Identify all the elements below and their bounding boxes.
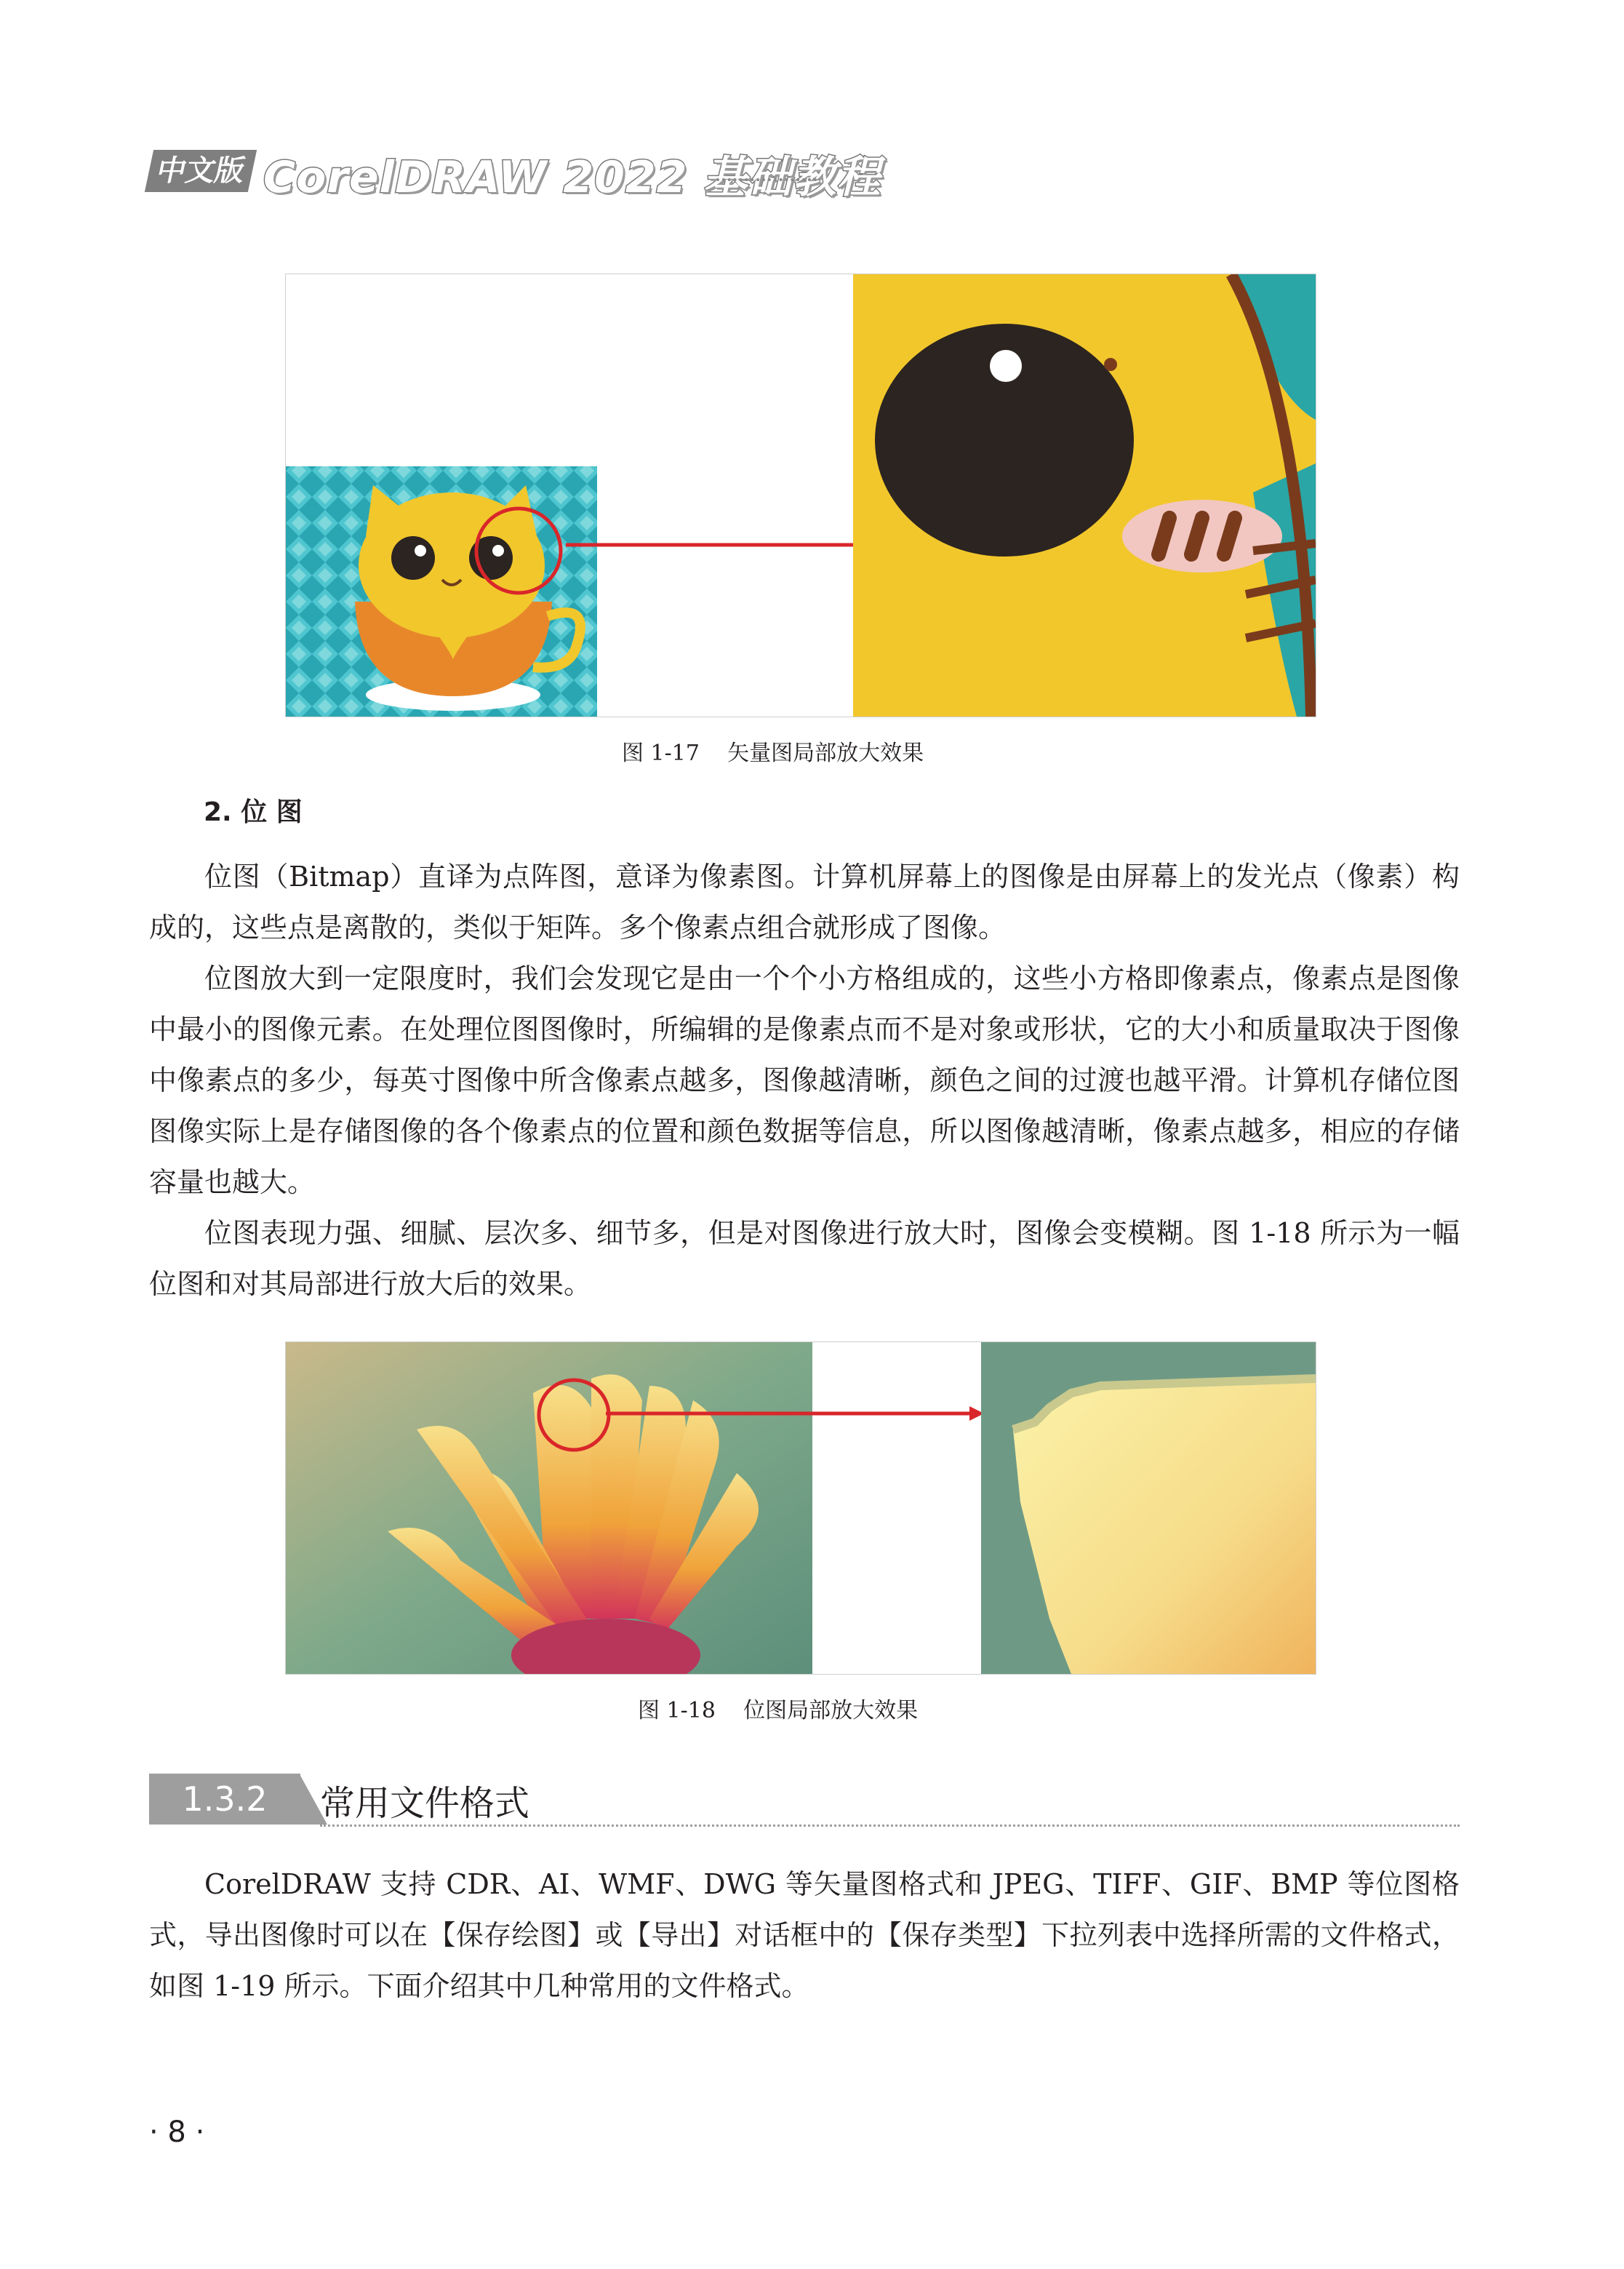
section-1-3-2-paragraph	[149, 1859, 1460, 2011]
figure-1-17-caption: 图 1-17 矢量图局部放大效果	[622, 741, 924, 766]
figure-1-18-caption: 图 1-18 位图局部放大效果	[638, 1698, 919, 1723]
cat-eye-enlarged	[853, 274, 1316, 717]
flower-pixelated-enlarged	[981, 1342, 1316, 1674]
header-tag: 中文版	[145, 150, 257, 192]
paragraph-1: 位图（Bitmap）直译为点阵图，意译为像素图。计算机屏幕上的图像是由屏幕上的发光点（像素）构成的，这些点是离散的，类似于矩阵。多个像素点组合就形成了图像。	[149, 861, 1460, 944]
paragraph-2: 位图放大到一定限度时，我们会发现它是由一个个小方格组成的，这些小方格即像素点，像素点是图像中最小的图像元素。在处理位图图像时，所编辑的是像素点而不是对象或形状，它的大小和质量取决于图像中像素点的多少，每英寸图像中所含像素点越多，图像越清晰，颜色之间的过渡也越平滑。计算机存储位图图像实际上是存储图像的各个像素点的位置和颜色数据等信息，所以图像越清晰，像素点越多，相应的存储容量也越大。	[149, 962, 1460, 1198]
bitmap-illustration	[286, 1342, 1316, 1674]
section-title: 常用文件格式	[320, 1783, 530, 1824]
header-title: CorelDRAW 2022 基础教程	[263, 152, 881, 203]
cat-in-cup-small	[286, 466, 597, 717]
section-number-badge: 1.3.2	[149, 1774, 300, 1825]
figure-1-17	[285, 274, 1316, 717]
subheading-bitmap: 2. 位 图	[204, 797, 303, 827]
paragraph-3: 位图表现力强、细腻、层次多、细节多，但是对图像进行放大时，图像会变模糊。图 1-18 所示为一幅位图和对其局部进行放大后的效果。	[149, 1217, 1460, 1300]
body-paragraphs	[149, 851, 1460, 1309]
page-number: · 8 ·	[149, 2116, 205, 2149]
header-dotted-rule	[716, 178, 817, 181]
paragraph-file-formats: CorelDRAW 支持 CDR、AI、WMF、DWG 等矢量图格式和 JPEG、TIFF、GIF、BMP 等位图格式，导出图像时可以在【保存绘图】或【导出】对话框中的【保存类型】下拉列表中选择所需的文件格式，如图 1-19 所示。下面介绍其中几种常用的文件格式。	[149, 1868, 1460, 2002]
flower-photo-small	[286, 1342, 812, 1674]
figure-1-18	[285, 1341, 1316, 1675]
section-dotted-rule	[320, 1825, 1460, 1827]
vector-illustration	[286, 274, 1316, 717]
